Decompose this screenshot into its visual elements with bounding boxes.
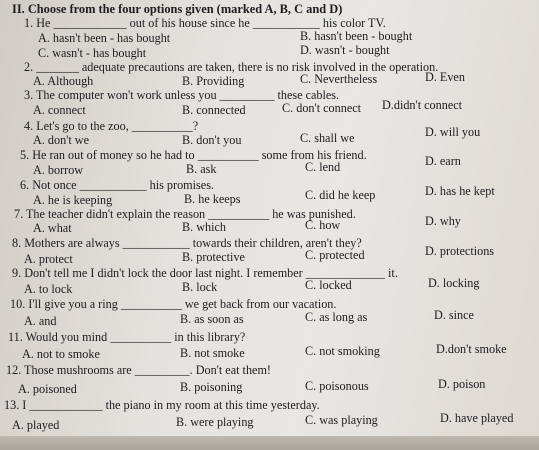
stem-part: 7. The teacher didn't explain the reason xyxy=(14,207,209,221)
question-9-option-c: C. locked xyxy=(305,278,352,292)
stem-part: in this library? xyxy=(171,330,246,344)
answer-blank: ___________ xyxy=(122,236,190,250)
question-3-stem xyxy=(24,88,339,102)
answer-blank: ____________ xyxy=(29,398,103,412)
answer-blank: __________ xyxy=(110,330,172,344)
answer-blank: __________ xyxy=(208,207,270,221)
question-8-option-c: C. protected xyxy=(305,248,365,262)
stem-part: some from his friend. xyxy=(258,148,367,162)
answer-blank: __________ xyxy=(120,297,182,311)
stem-part: 5. He ran out of money so he had to xyxy=(20,148,198,162)
stem-part: towards their children, aren't they? xyxy=(189,236,362,250)
page-bottom-edge xyxy=(0,436,539,450)
stem-part: it. xyxy=(385,266,398,280)
question-10-option-a: A. and xyxy=(24,314,57,328)
question-10-stem xyxy=(10,297,336,311)
question-11-option-d: D.don't smoke xyxy=(436,342,507,356)
question-10-option-b: B. as soon as xyxy=(180,312,244,326)
answer-blank: _______ xyxy=(36,60,79,74)
answer-blank: _________ xyxy=(134,363,190,377)
stem-part: out of his house since he xyxy=(126,16,253,30)
question-6-option-b: B. he keeps xyxy=(184,192,241,206)
stem-part: ? xyxy=(192,119,199,133)
stem-part: 3. The computer won't work unless you xyxy=(24,88,220,102)
question-12-stem xyxy=(6,363,271,377)
stem-part: 6. Not once xyxy=(20,178,80,192)
question-6-stem xyxy=(20,178,214,192)
question-9-option-a: A. to lock xyxy=(24,282,73,296)
question-7-option-c: C. how xyxy=(305,218,341,232)
question-1-option-b: B. hasn't been - bought xyxy=(300,29,413,43)
stem-part: . Don't eat them! xyxy=(189,363,271,377)
question-6-option-a: A. he is keeping xyxy=(33,193,113,207)
question-12-option-a: A. poisoned xyxy=(18,382,77,396)
question-13-option-d: D. have played xyxy=(440,411,514,425)
question-9-option-b: B. lock xyxy=(182,280,218,294)
question-13-option-a: A. played xyxy=(12,418,60,432)
question-5-option-a: A. borrow xyxy=(33,163,84,177)
question-11-option-c: C. not smoking xyxy=(305,344,380,358)
stem-part: 10. I'll give you a ring xyxy=(10,297,121,311)
stem-part: he was punished. xyxy=(269,207,356,221)
stem-part: 2. xyxy=(24,60,37,74)
question-12-option-b: B. poisoning xyxy=(180,380,243,394)
stem-part: his promises. xyxy=(146,178,214,192)
stem-part: we get back from our vacation. xyxy=(181,297,337,311)
question-9-option-d: D. locking xyxy=(428,276,480,290)
question-4-option-d: D. will you xyxy=(425,125,481,139)
answer-blank: ___________ xyxy=(79,178,147,192)
stem-part: 13. I xyxy=(4,398,30,412)
stem-part: 11. Would you mind xyxy=(8,330,111,344)
stem-part: these cables. xyxy=(274,88,340,102)
answer-blank: _____________ xyxy=(305,266,385,280)
stem-part: 9. Don't tell me I didn't lock the door last night. I remember xyxy=(12,266,306,280)
stem-part: 1. He xyxy=(24,16,54,30)
question-11-stem xyxy=(8,330,245,344)
question-8-option-b: B. protective xyxy=(182,250,245,264)
exercise-heading: II. Choose from the four options given (marked A, B, C and D) xyxy=(12,2,343,16)
answer-blank: ____________ xyxy=(53,16,127,30)
question-5-option-c: C. lend xyxy=(305,160,341,174)
answer-blank: __________ xyxy=(197,148,259,162)
question-11-option-b: B. not smoke xyxy=(180,346,245,360)
question-6-option-c: C. did he keep xyxy=(305,188,376,202)
answer-blank: __________ xyxy=(131,119,193,133)
question-7-option-d: D. why xyxy=(425,214,461,228)
stem-part: 12. Those mushrooms are xyxy=(6,363,135,377)
question-1-option-a: A. hasn't been - has bought xyxy=(38,31,171,45)
question-3-option-d: D.didn't connect xyxy=(382,98,463,112)
question-4-option-a: A. don't we xyxy=(33,133,90,147)
question-6-option-d: D. has he kept xyxy=(425,184,495,198)
question-2-option-d: D. Even xyxy=(425,70,465,84)
question-7-option-a: A. what xyxy=(33,221,72,235)
question-1-option-d: D. wasn't - bought xyxy=(300,43,390,57)
question-11-option-a: A. not to smoke xyxy=(22,347,100,361)
question-2-option-c: C. Nevertheless xyxy=(300,72,378,86)
question-3-option-a: A. connect xyxy=(33,103,86,117)
question-12-option-d: D. poison xyxy=(438,377,486,391)
question-2-option-a: A. Although xyxy=(33,74,94,88)
question-13-option-b: B. were playing xyxy=(176,415,254,429)
question-5-option-d: D. earn xyxy=(425,154,461,168)
question-7-option-b: B. which xyxy=(182,220,227,234)
question-1-stem xyxy=(24,16,386,30)
question-8-option-a: A. protect xyxy=(24,252,73,266)
stem-part: the piano in my room at this time yesterday. xyxy=(102,398,320,412)
stem-part: 8. Mothers are always xyxy=(12,236,123,250)
stem-part: his color TV. xyxy=(319,16,386,30)
answer-blank: ___________ xyxy=(252,16,320,30)
stem-part: 4. Let's go to the zoo, xyxy=(24,119,132,133)
question-13-stem xyxy=(4,398,320,412)
question-12-option-c: C. poisonous xyxy=(305,379,369,393)
question-13-option-c: C. was playing xyxy=(305,413,378,427)
stem-part: adequate precautions are taken, there is no risk involved in the operation. xyxy=(78,60,439,74)
question-8-option-d: D. protections xyxy=(425,244,495,258)
question-2-option-b: B. Providing xyxy=(182,74,245,88)
question-1-option-c: C. wasn't - has bought xyxy=(38,46,147,60)
question-4-stem xyxy=(24,119,198,133)
question-5-option-b: B. ask xyxy=(186,162,217,176)
question-3-option-b: B. connected xyxy=(182,103,246,117)
question-3-option-c: C. don't connect xyxy=(282,101,362,115)
question-10-option-d: D. since xyxy=(434,308,474,322)
question-4-option-c: C. shall we xyxy=(300,131,355,145)
answer-blank: _________ xyxy=(219,88,275,102)
question-10-option-c: C. as long as xyxy=(305,310,368,324)
question-4-option-b: B. don't you xyxy=(182,133,242,147)
